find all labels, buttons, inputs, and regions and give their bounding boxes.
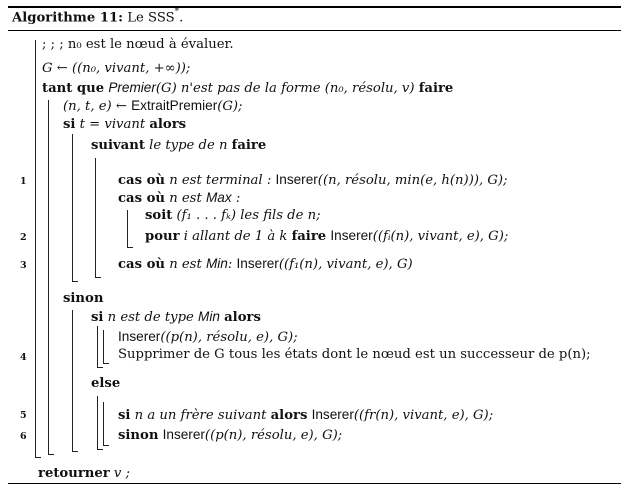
top-rule [8,6,621,8]
block-bar-if-min [97,326,98,368]
while-line: tant que Premier(G) n'est pas de la forme (n₀, résolu, v) faire [42,80,454,96]
if-sibling-line: si n a un frère suivant alors Inserer((fr(n), vivant, e), G); [118,407,494,423]
algorithm-name: Le SSS [127,10,175,26]
else-insert-line: sinon Inserer((p(n), résolu, e), G); [118,427,343,443]
block-bar-case-max [127,210,128,248]
block-bar-while [48,100,49,455]
block-bar-main [35,40,36,458]
block-end-while [48,454,54,455]
block-end-case-max [127,247,133,248]
bottom-rule [8,483,621,484]
line-number-1: 1 [20,176,27,187]
block-end-if-min-then [103,363,109,364]
case-min-line: cas où n est Min: Inserer((f₁(n), vivant, e), G) [118,256,413,272]
for-line: pour i allant de 1 à k faire Inserer((fᵢ(n), vivant, e), G); [145,228,509,244]
algorithm-label: Algorithme 11: [12,10,124,26]
comment-line: ; ; ; n₀ est le nœud à évaluer. [42,37,234,52]
block-end-then [72,281,78,282]
if-min-line: si n est de type Min alors [91,309,261,325]
case-max-line: cas où n est Max : [118,190,241,206]
header-rule [8,30,621,31]
block-bar-if-min-then [103,330,104,364]
block-end-main [35,457,41,458]
block-end-else [72,451,78,452]
block-end-if-min [97,367,103,368]
init-line: G ← ((n₀, vivant, +∞)); [42,61,191,76]
block-bar-switch [95,158,96,278]
line-number-4: 4 [20,352,27,363]
block-bar-else-inner [97,396,98,450]
block-bar-else [72,310,73,452]
algorithm-title [12,9,183,25]
line-number-3: 3 [20,260,27,271]
block-bar-then [72,134,73,282]
line-number-5: 5 [20,410,27,421]
block-end-else-inner [97,449,103,450]
insert-parent-line: Inserer((p(n), résolu, e), G); [118,329,298,345]
block-end-else-inner-2 [103,445,109,446]
case-terminal-line: cas où n est terminal : Inserer((n, résolu, min(e, h(n))), G); [118,172,508,188]
delete-line: Supprimer de G tous les états dont le nœud est un successeur de p(n); [118,347,591,362]
line-number-6: 6 [20,431,27,442]
extract-line: (n, t, e) ← ExtraitPremier(G); [63,98,243,114]
line-number-2: 2 [20,232,27,243]
return-line: retourner v ; [38,466,130,481]
algorithm-name-sup: * [174,7,180,17]
block-end-switch [95,277,101,278]
block-bar-else-inner-2 [103,402,104,446]
algorithm-name-end: . [179,10,184,26]
if-alive-line: si t = vivant alors [63,117,187,132]
switch-line: suivant le type de n faire [91,138,267,153]
else-inner-line: else [91,376,121,391]
else-line: sinon [63,291,104,306]
children-line: soit (f₁ . . . fₖ) les fils de n; [145,208,321,223]
